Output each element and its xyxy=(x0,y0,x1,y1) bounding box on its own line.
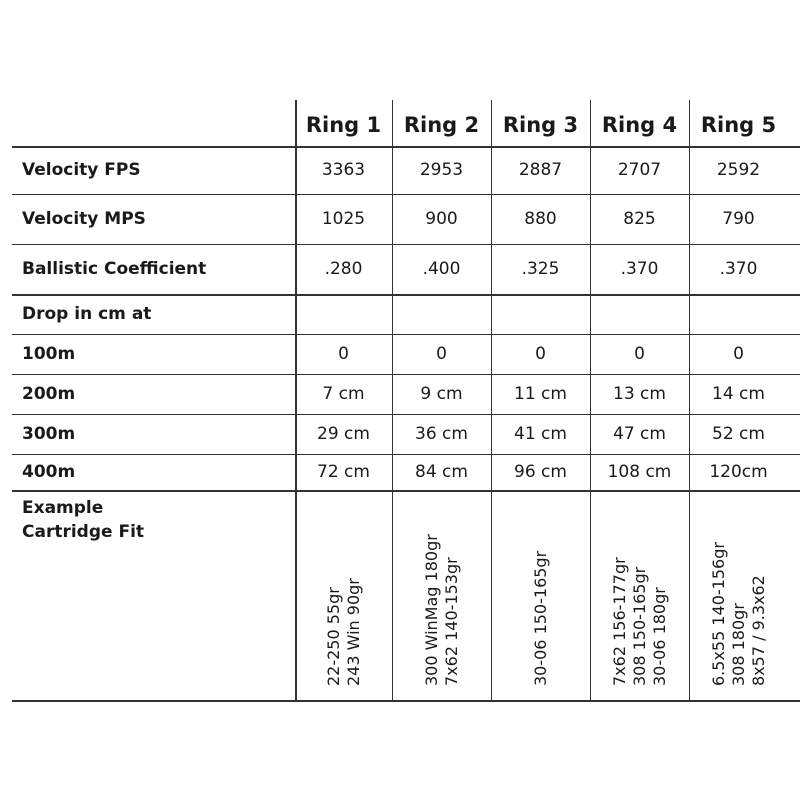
table-cell: 41 cm xyxy=(514,424,567,444)
table-cell: 2887 xyxy=(518,160,563,180)
cartridge-fit-cell xyxy=(491,490,590,700)
cartridge-fit-line: 30-06 180gr xyxy=(650,587,669,686)
cartridge-fit-cell xyxy=(689,490,788,700)
row-divider xyxy=(12,700,800,702)
table-cell: 2707 xyxy=(617,160,662,180)
table-cell: 9 cm xyxy=(420,384,463,404)
table-cell xyxy=(392,294,491,334)
cartridge-fit-line: 7x62 156-177gr xyxy=(610,557,629,686)
cartridge-fit-line: 300 WinMag 180gr xyxy=(422,534,441,686)
table-cell: 120cm xyxy=(709,462,768,482)
ballistics-table xyxy=(12,100,800,700)
table-cell: 13 cm xyxy=(613,384,666,404)
cartridge-fit-text xyxy=(324,578,364,686)
column-header: Ring 5 xyxy=(700,113,777,137)
table-cell: 47 cm xyxy=(613,424,666,444)
cartridge-fit-text xyxy=(610,557,670,686)
table-cell: 790 xyxy=(722,209,755,229)
cartridge-fit-line: 243 Win 90gr xyxy=(344,578,363,686)
cartridge-fit-cell xyxy=(295,490,392,700)
table-cell: 36 cm xyxy=(415,424,468,444)
table-cell: 900 xyxy=(425,209,458,229)
table-cell xyxy=(491,294,590,334)
table-cell: 1025 xyxy=(321,209,366,229)
table-cell: 0 xyxy=(535,344,546,364)
cartridge-fit-text xyxy=(531,551,551,686)
cartridge-fit-line: 8x57 / 9.3x62 xyxy=(749,575,768,686)
table-cell: .370 xyxy=(620,259,659,279)
table-cell: .370 xyxy=(719,259,758,279)
cartridge-fit-cell xyxy=(392,490,491,700)
table-cell: 11 cm xyxy=(514,384,567,404)
cartridge-fit-line: 22-250 55gr xyxy=(324,587,343,686)
column-header: Ring 4 xyxy=(601,113,678,137)
table-cell: 72 cm xyxy=(317,462,370,482)
cartridge-fit-text xyxy=(422,534,462,686)
table-cell: 52 cm xyxy=(712,424,765,444)
table-cell: 14 cm xyxy=(712,384,765,404)
table-cell xyxy=(590,294,689,334)
row-label: 300m xyxy=(22,424,76,444)
table-cell: 825 xyxy=(623,209,656,229)
table-cell: .325 xyxy=(521,259,560,279)
table-cell: 0 xyxy=(338,344,349,364)
table-cell: 0 xyxy=(634,344,645,364)
table-cell: 0 xyxy=(436,344,447,364)
table-cell: 108 cm xyxy=(607,462,672,482)
table-cell: 2953 xyxy=(419,160,464,180)
row-label: 100m xyxy=(22,344,76,364)
table-cell: 0 xyxy=(733,344,744,364)
table-cell: 2592 xyxy=(716,160,761,180)
table-cell: 7 cm xyxy=(322,384,365,404)
column-header: Ring 1 xyxy=(305,113,382,137)
table-cell: .400 xyxy=(422,259,461,279)
cartridge-fit-text xyxy=(709,542,769,686)
column-header: Ring 3 xyxy=(502,113,579,137)
cartridge-fit-line: 30-06 150-165gr xyxy=(531,550,550,686)
cartridge-fit-line: 6.5x55 140-156gr xyxy=(709,542,728,686)
table-cell: 84 cm xyxy=(415,462,468,482)
table-cell xyxy=(689,294,788,334)
cartridge-fit-line: 7x62 140-153gr xyxy=(442,557,461,686)
cartridge-fit-line: 308 150-165gr xyxy=(630,566,649,686)
row-label: Drop in cm at xyxy=(22,304,152,324)
cartridge-fit-line: 308 180gr xyxy=(729,603,748,686)
row-label: 400m xyxy=(22,462,76,482)
table-cell: 3363 xyxy=(321,160,366,180)
cartridge-fit-label-line: Cartridge Fit xyxy=(22,522,145,542)
table-cell: 880 xyxy=(524,209,557,229)
table-cell: 29 cm xyxy=(317,424,370,444)
column-header: Ring 2 xyxy=(403,113,480,137)
cartridge-fit-label-line: Example xyxy=(22,498,104,518)
cartridge-fit-label xyxy=(22,496,144,544)
row-label: Ballistic Coefficient xyxy=(22,259,207,279)
table-cell xyxy=(295,294,392,334)
row-label: Velocity FPS xyxy=(22,160,141,180)
row-label: Velocity MPS xyxy=(22,209,146,229)
table-cell: 96 cm xyxy=(514,462,567,482)
table-cell: .280 xyxy=(324,259,363,279)
cartridge-fit-cell xyxy=(590,490,689,700)
row-label: 200m xyxy=(22,384,76,404)
